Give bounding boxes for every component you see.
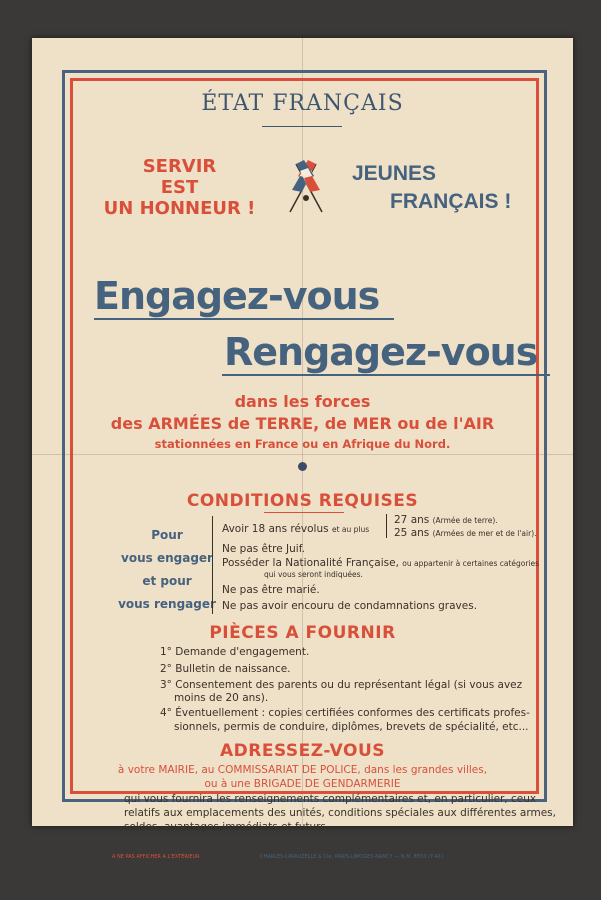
condition-item: Ne pas être Juif. xyxy=(222,543,305,555)
condition-item: Ne pas avoir encouru de condamnations graves. xyxy=(222,600,478,612)
age-note: (Armées de mer et de l'air). xyxy=(432,529,537,538)
rengagez-vous-title: Rengagez-vous xyxy=(224,330,538,374)
pour-line: et pour xyxy=(142,574,192,588)
pour-line: vous engager xyxy=(121,551,213,565)
pieces-heading: PIÈCES A FOURNIR xyxy=(209,623,396,643)
pour-vous-engager-label xyxy=(112,524,222,616)
age-main: Avoir 18 ans révolus xyxy=(222,523,329,535)
conditions-bracket xyxy=(212,516,219,614)
nationalite-note: ou appartenir à certaines catégories xyxy=(402,559,540,568)
adressez-body-line: qui vous fournira les renseignements complémentaires et, en particulier, ceux xyxy=(124,793,537,805)
header-underline xyxy=(262,126,342,127)
rengagez-underline xyxy=(222,374,550,376)
condition-item: Ne pas être marié. xyxy=(222,584,320,596)
servir-line: SERVIR xyxy=(142,156,217,177)
jeunes-line: FRANÇAIS ! xyxy=(390,190,512,213)
age-option-terre xyxy=(394,514,498,526)
forces-line-2: des ARMÉES de TERRE, de MER ou de l'AIR xyxy=(110,414,495,433)
engagez-underline xyxy=(94,318,394,320)
poster xyxy=(32,38,573,860)
conditions-heading: CONDITIONS REQUISES xyxy=(186,491,419,511)
condition-nationalite xyxy=(222,557,539,569)
crossed-flags-icon xyxy=(276,160,336,216)
servir-line: EST xyxy=(160,177,199,198)
age-brace xyxy=(386,514,391,538)
piece-item: 4° Éventuellement : copies certifiées conformes des certificats profes- xyxy=(160,707,530,719)
nationalite-main: Posséder la Nationalité Française, xyxy=(222,557,399,569)
adressez-line-1: à votre MAIRIE, au COMMISSARIAT DE POLICE, dans les grandes villes, xyxy=(117,764,488,776)
jeunes-francais-slogan xyxy=(342,160,532,216)
forces-line-3: stationnées en France ou en Afrique du Nord. xyxy=(154,437,451,451)
conditions-underline xyxy=(264,512,344,513)
piece-item-continued: moins de 20 ans). xyxy=(174,692,269,704)
engagez-vous-title: Engagez-vous xyxy=(94,274,380,318)
piece-item: 2° Bulletin de naissance. xyxy=(160,663,291,675)
adressez-line-2: ou à une BRIGADE DE GENDARMERIE xyxy=(204,778,401,790)
footer-left-note: A NE PAS AFFICHER A L'EXTÉRIEUR xyxy=(112,854,200,860)
adressez-heading: ADRESSEZ-VOUS xyxy=(219,741,385,761)
age-option-mer-air xyxy=(394,527,537,539)
pour-line: Pour xyxy=(151,528,183,542)
adressez-body-line: relatifs aux emplacements des unités, conditions spéciales aux différentes armes, xyxy=(124,807,556,819)
piece-item-continued: sionnels, permis de conduire, diplômes, brevets de spécialité, etc... xyxy=(174,721,529,733)
forces-line-1: dans les forces xyxy=(234,392,371,411)
age-note: (Armée de terre). xyxy=(432,516,498,525)
age-small: et au plus xyxy=(331,525,370,534)
etat-francais-header: ÉTAT FRANÇAIS xyxy=(201,91,404,116)
servir-line: UN HONNEUR ! xyxy=(103,198,256,219)
age-value: 25 ans xyxy=(394,527,430,539)
footer-printer: CHARLES-LAVAUZELLE & Cie, PARIS-LIMOGES-NANCY — N.M. 8553 (7-41) xyxy=(260,854,444,860)
nationalite-note-2: qui vous seront indiquées. xyxy=(264,570,363,579)
piece-item: 1° Demande d'engagement. xyxy=(160,646,310,658)
pour-line: vous rengager xyxy=(118,597,216,611)
piece-item: 3° Consentement des parents ou du représentant légal (si vous avez xyxy=(160,679,523,691)
adressez-body-line: soldes, avantages immédiats et futurs. xyxy=(124,821,330,833)
age-value: 27 ans xyxy=(394,514,430,526)
jeunes-line: JEUNES xyxy=(352,162,437,185)
servir-slogan xyxy=(92,156,267,219)
condition-age xyxy=(222,523,369,535)
fold-hole xyxy=(298,462,307,471)
